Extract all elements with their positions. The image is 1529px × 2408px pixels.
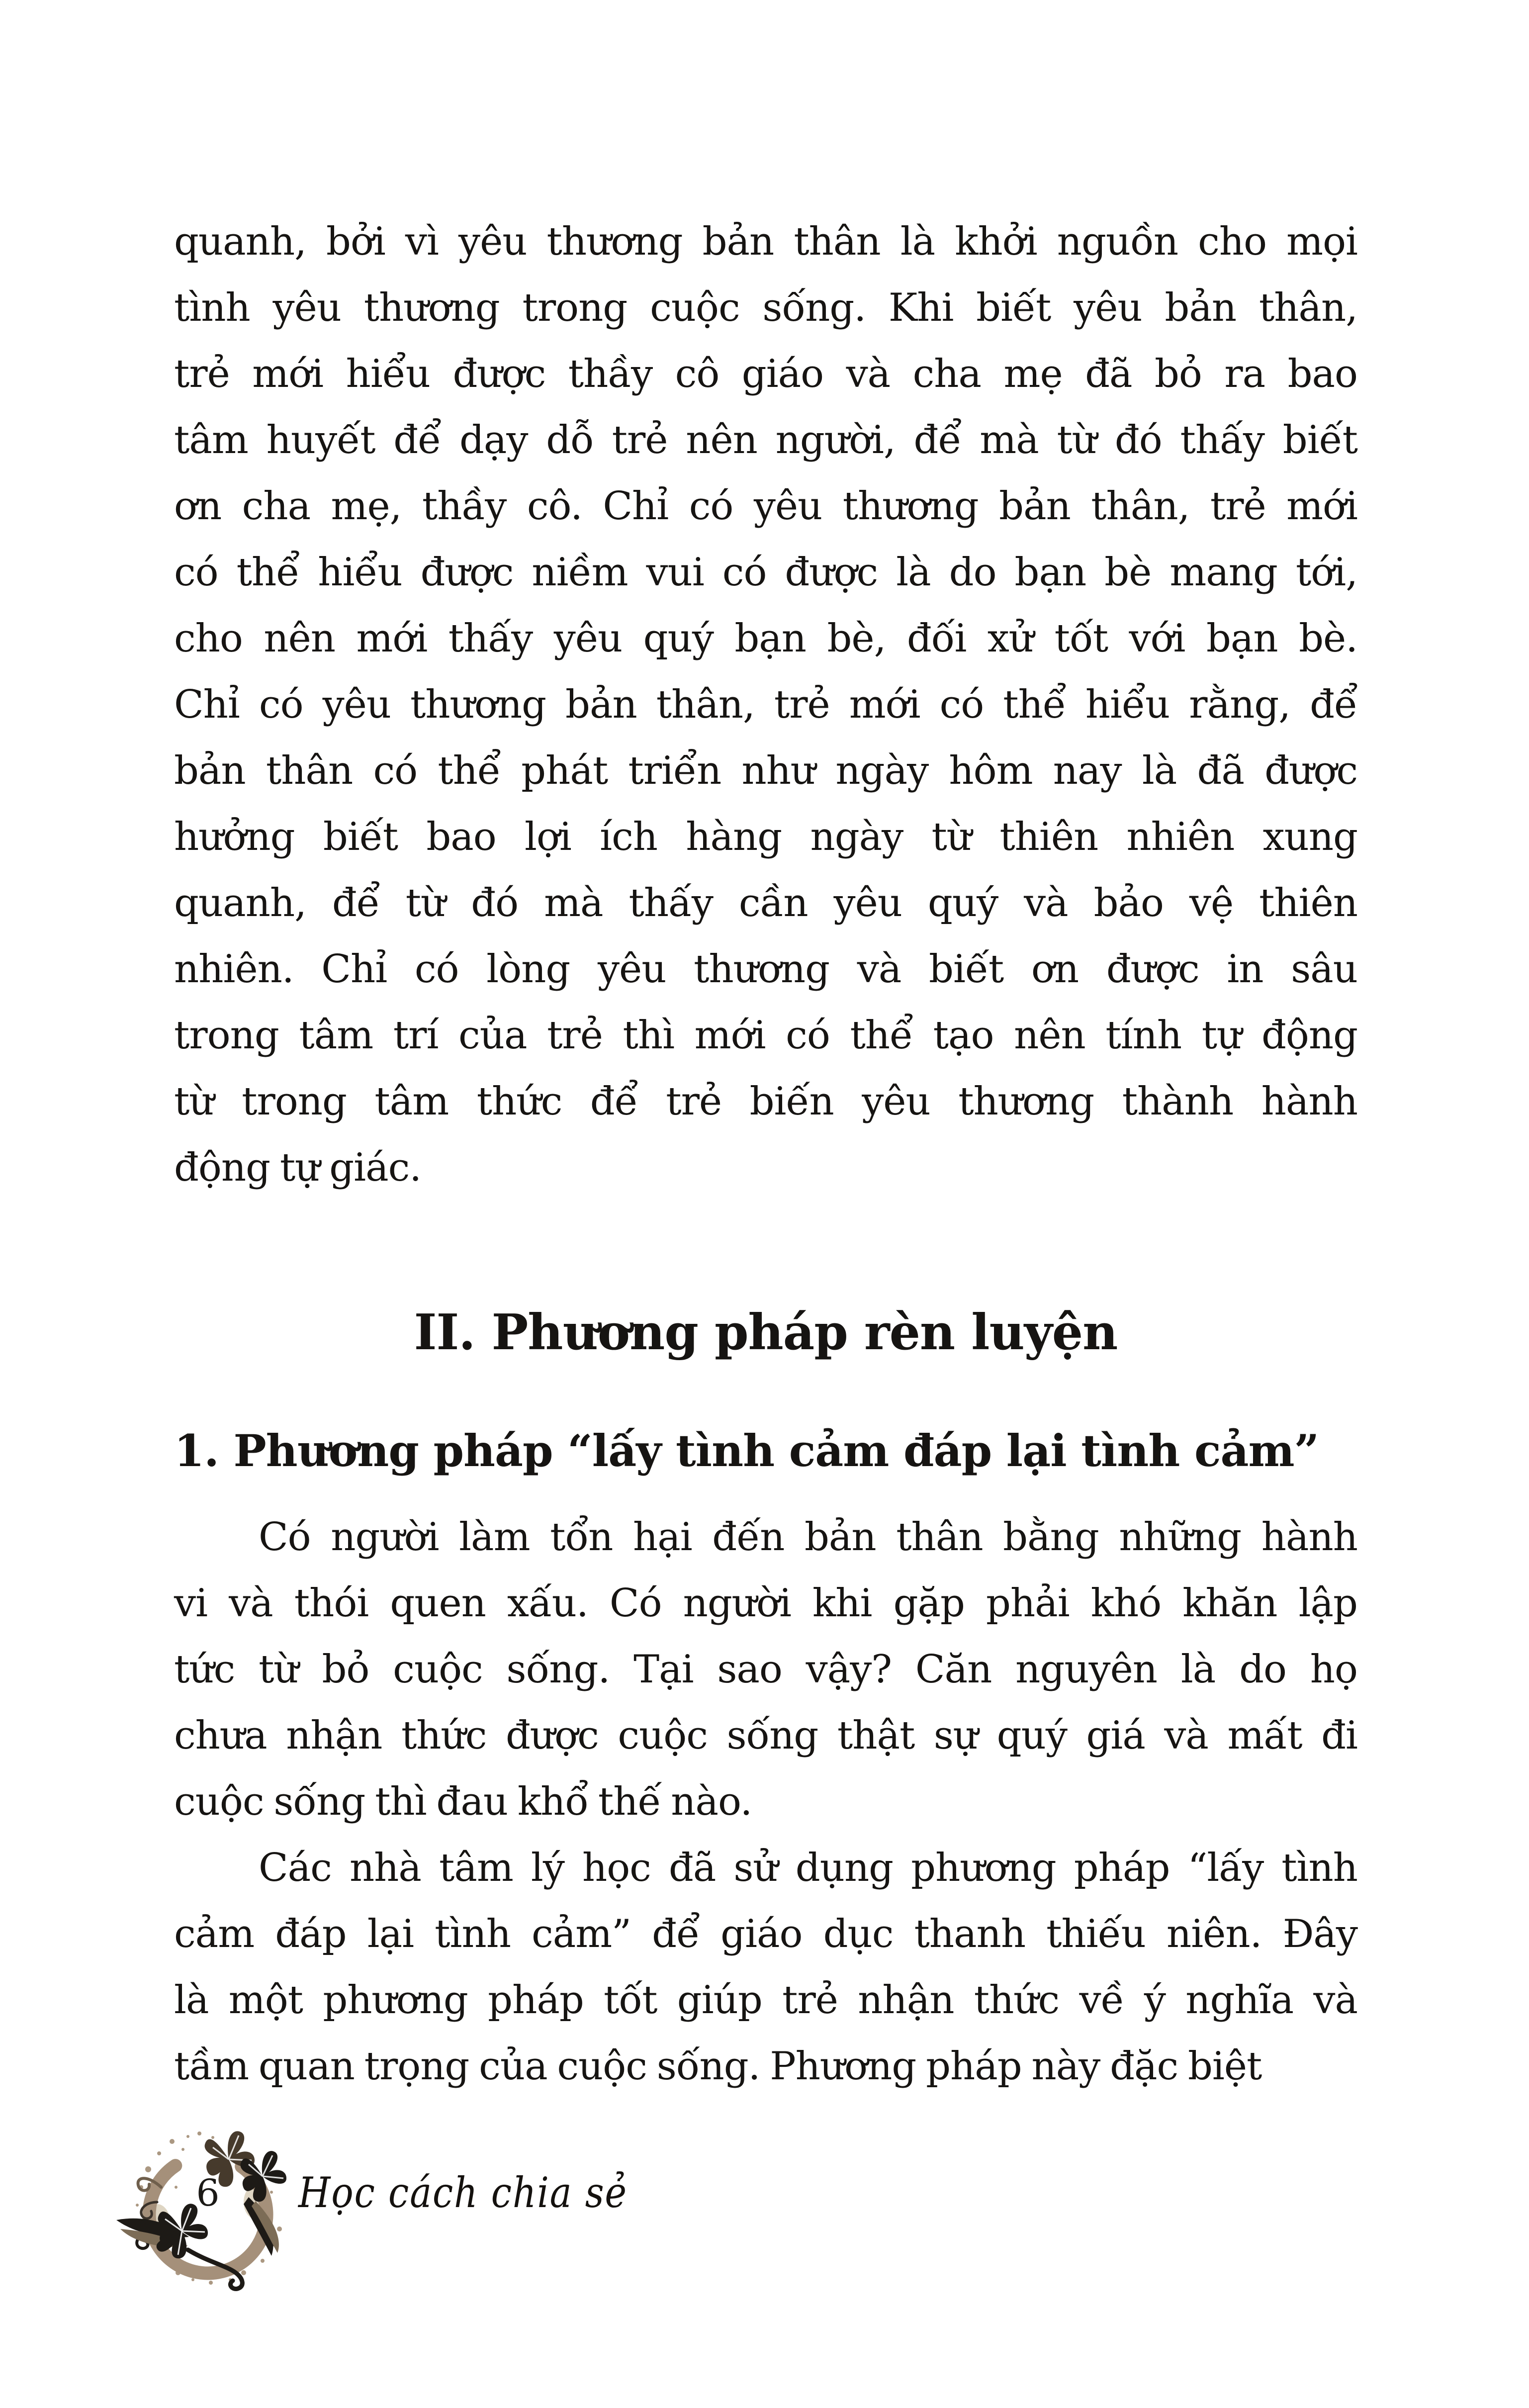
text-line: là một phương pháp tốt giúp trẻ nhận thức về ý nghĩa và — [174, 1978, 1357, 2023]
text-line: Có người làm tổn hại đến bản thân bằng những hành — [259, 1515, 1357, 1560]
text-line: hưởng biết bao lợi ích hàng ngày từ thiên nhiên xung — [174, 815, 1357, 859]
page-footer — [0, 2119, 1529, 2408]
text-line: cảm đáp lại tình cảm” để giáo dục thanh thiếu niên. Đây — [174, 1912, 1357, 1956]
floral-ornament — [113, 2128, 292, 2292]
text-line: cho nên mới thấy yêu quý bạn bè, đối xử tốt với bạn bè. — [174, 616, 1357, 661]
text-line: trẻ mới hiểu được thầy cô giáo và cha mẹ đã bỏ ra bao — [174, 352, 1357, 396]
text-line: tầm quan trọng của cuộc sống. Phương pháp này đặc biệt — [174, 2044, 1262, 2089]
text-line: quanh, bởi vì yêu thương bản thân là khởi nguồn cho mọi — [174, 219, 1357, 264]
text-line: vi và thói quen xấu. Có người khi gặp phải khó khăn lập — [174, 1581, 1357, 1626]
text-line: Các nhà tâm lý học đã sử dụng phương pháp “lấy tình — [259, 1846, 1357, 1890]
text-line: Chỉ có yêu thương bản thân, trẻ mới có thể hiểu rằng, để — [174, 682, 1357, 727]
text-line: tức từ bỏ cuộc sống. Tại sao vậy? Căn nguyên là do họ — [174, 1647, 1357, 1692]
text-line: động tự giác. — [174, 1145, 422, 1190]
text-line: quanh, để từ đó mà thấy cần yêu quý và bảo vệ thiên — [174, 881, 1357, 926]
paragraph — [174, 1504, 1357, 1835]
page-number: 6 — [196, 2172, 220, 2215]
book-title: Học cách chia sẻ — [298, 2168, 628, 2217]
text-line: tâm huyết để dạy dỗ trẻ nên người, để mà từ đó thấy biết — [174, 418, 1357, 463]
paragraph-continuation — [174, 209, 1357, 1201]
text-line: chưa nhận thức được cuộc sống thật sự quý giá và mất đi — [174, 1713, 1357, 1758]
text-line: bản thân có thể phát triển như ngày hôm nay là đã được — [174, 748, 1357, 793]
text-line: ơn cha mẹ, thầy cô. Chỉ có yêu thương bản thân, trẻ mới — [174, 484, 1357, 529]
subsection-heading: 1. Phương pháp “lấy tình cảm đáp lại tình cảm” — [174, 1425, 1319, 1477]
text-line: trong tâm trí của trẻ thì mới có thể tạo nên tính tự động — [174, 1013, 1357, 1058]
text-line: tình yêu thương trong cuộc sống. Khi biết yêu bản thân, — [174, 285, 1357, 330]
page-content — [174, 209, 1357, 2100]
text-line: từ trong tâm thức để trẻ biến yêu thương thành hành — [174, 1079, 1357, 1124]
paragraph — [174, 1835, 1357, 2100]
text-line: nhiên. Chỉ có lòng yêu thương và biết ơn được in sâu — [174, 947, 1357, 992]
text-line: cuộc sống thì đau khổ thế nào. — [174, 1779, 752, 1824]
section-heading: II. Phương pháp rèn luyện — [414, 1304, 1118, 1361]
text-line: có thể hiểu được niềm vui có được là do bạn bè mang tới, — [174, 550, 1357, 595]
